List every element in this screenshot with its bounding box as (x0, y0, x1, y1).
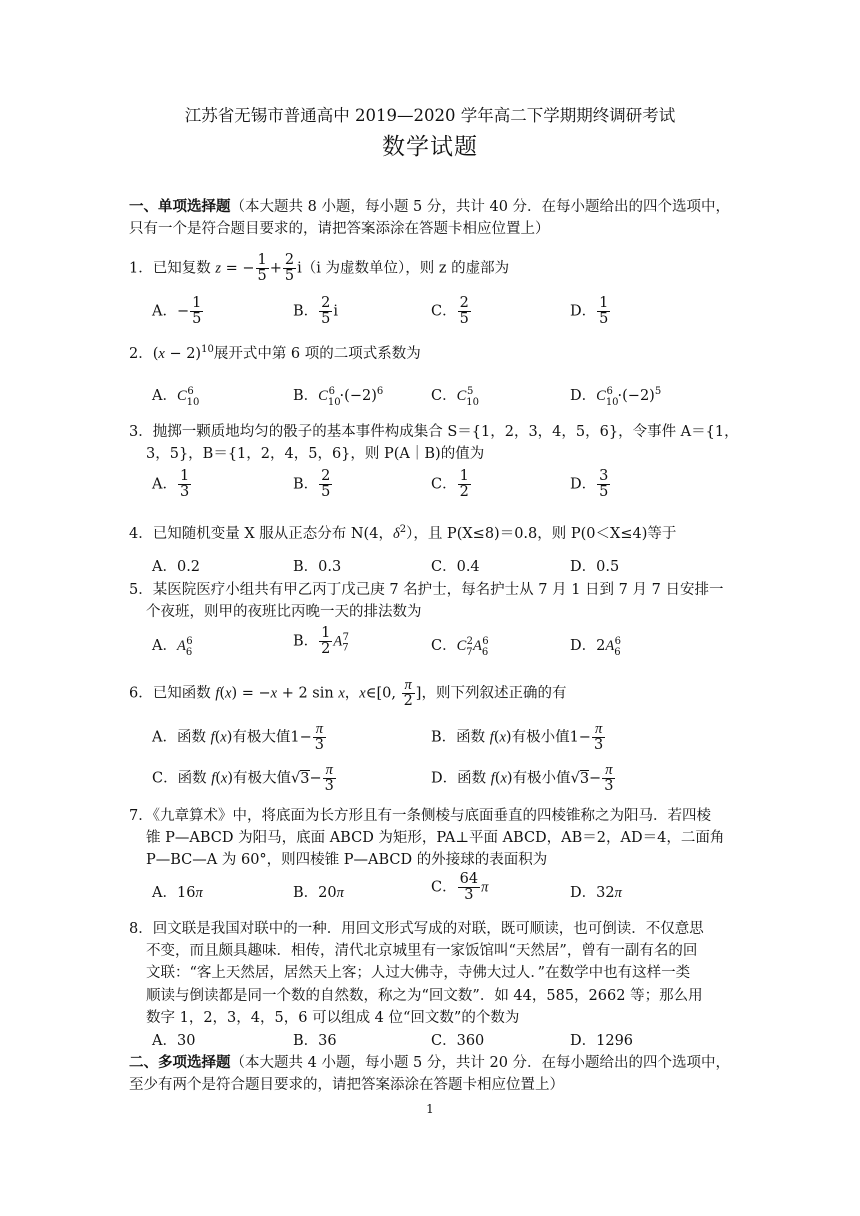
q5-option-b: B． $\frac{1}{2}$ $A_7^7$ (293, 625, 349, 658)
q6-option-a: A．函数 f(x)有极大值1− $\frac{\pi}{3}$ (152, 721, 325, 754)
q3-option-b: B． $\frac{2}{5}$ (293, 468, 331, 501)
section1-desc-2: 只有一个是符合题目要求的，请把答案添涂在答题卡相应位置上） (129, 221, 550, 237)
q4-option-a: A．0.2 (152, 559, 201, 575)
section1-desc-1: （本大题共 8 小题，每小题 5 分，共计 40 分．在每小题给出的四个选项中， (230, 199, 731, 215)
section2-heading: 二、多项选择题 (129, 1054, 231, 1071)
section2-desc-1: （本大题共 4 小题，每小题 5 分，共计 20 分．在每小题给出的四个选项中， (230, 1055, 731, 1071)
section1-heading: 一、单项选择题 (129, 198, 231, 215)
question-3-line2: 3，5}，B＝{1，2，4，5，6}，则 P(A｜B)的值为 (146, 446, 485, 462)
q4-option-c: C．0.4 (431, 559, 480, 575)
q6-option-c: C．函数 f(x)有极大值√3− $\frac{\pi}{3}$ (152, 762, 334, 795)
q6-option-d: D．函数 f(x)有极小值√3− $\frac{\pi}{3}$ (431, 762, 614, 795)
q1-option-c: C． $\frac{2}{5}$ (431, 295, 469, 328)
q3-option-a: A． $\frac{1}{3}$ (152, 468, 190, 501)
section1-header (129, 197, 730, 217)
q8-option-a: A．30 (152, 1033, 196, 1049)
q8-option-c: C．360 (431, 1033, 485, 1049)
exam-subject: 数学试题 (382, 134, 478, 160)
page-number: 1 (426, 1102, 434, 1116)
fraction: $\frac{1}{5}$ (257, 252, 267, 285)
exam-title: 江苏省无锡市普通高中 2019—2020 学年高二下学期期终调研考试 (184, 106, 676, 125)
q7-option-a: A．16π (152, 885, 203, 901)
question-2: 2．$(x - 2)^{10}$展开式中第 6 项的二项式系数为 (129, 344, 421, 362)
q1-option-b: B． $\frac{2}{5}$ i (293, 295, 339, 328)
question-5-line1: 5．某医院医疗小组共有甲乙丙丁戊己庚 7 名护士，每名护士从 7 月 1 日到 7 月 7 日安排一 (129, 582, 724, 598)
question-8-line5: 数字 1，2，3，4，5，6 可以组成 4 位“回文数”的个数为 (146, 1010, 520, 1026)
q4-option-d: D．0.5 (570, 559, 620, 575)
q7-option-d: D．32π (570, 885, 622, 901)
section2-header (129, 1053, 730, 1073)
q8-option-d: D．1296 (570, 1033, 634, 1049)
question-7-line2: 锥 P—ABCD 为阳马，底面 ABCD 为矩形，PA⊥平面 ABCD，AB＝2，AD＝4，二面角 (146, 830, 725, 846)
q3-option-c: C． $\frac{1}{2}$ (431, 468, 469, 501)
question-1: 1．已知复数 z = − $\frac{1}{5}$ + $\frac{2}{5}$ i（i 为虚数单位），则 z 的虚部为 (129, 252, 510, 285)
q5-option-c: C．$C_7^2A_6^6$ (431, 636, 489, 658)
question-8-line3: 文联：“客上天然居，居然天上客；人过大佛寺，寺佛大过人．”在数学中也有这样一类 (146, 965, 691, 981)
q1-option-d: D． $\frac{1}{5}$ (570, 295, 609, 328)
question-8-line2: 不变，而且颇具趣味．相传，清代北京城里有一家饭馆叫“天然居”，曾有一副有名的回 (146, 943, 698, 959)
formula: z (215, 260, 221, 277)
fraction: $\frac{2}{5}$ (284, 252, 295, 285)
q2-option-c: C．$C_{10}^5$ (431, 386, 480, 408)
section2-desc-2: 至少有两个是符合题目要求的，请把答案添涂在答题卡相应位置上） (129, 1077, 564, 1093)
q7-option-c: C． $\frac{64}{3}$ π (431, 871, 489, 904)
q3-option-d: D． $\frac{3}{5}$ (570, 468, 609, 501)
q6-option-b: B．函数 f(x)有极小值1− $\frac{\pi}{3}$ (431, 721, 604, 754)
q2-option-d: D．$C_{10}^6 \cdot(-2)^5$ (570, 386, 662, 408)
question-3-line1: 3．抛掷一颗质地均匀的骰子的基本事件构成集合 S＝{1，2，3，4，5，6}，令事件 A＝{1， (129, 424, 739, 440)
question-8-line4: 顺读与倒读都是同一个数的自然数，称之为“回文数”．如 44，585，2662 等；那么用 (146, 988, 703, 1004)
q4-option-b: B．0.3 (293, 559, 342, 575)
q5-option-a: A．$A_6^6$ (152, 636, 193, 658)
q2-option-b: B．$C_{10}^6 \cdot(-2)^6$ (293, 386, 384, 408)
q7-option-b: B．20π (293, 885, 344, 901)
question-7-line3: P—BC—A 为 60°，则四棱锥 P—ABCD 的外接球的表面积为 (146, 852, 548, 868)
q5-option-d: D．$2A_6^6$ (570, 636, 621, 658)
question-7-line1: 7．《九章算术》中，将底面为长方形且有一条侧棱与底面垂直的四棱锥称之为阳马．若四棱 (129, 808, 711, 824)
question-4: 4．已知随机变量 X 服从正态分布 N(4，$\delta^2$），且 P(X≤8)＝0.8，则 P(0＜X≤4)等于 (129, 524, 677, 542)
q8-option-b: B．36 (293, 1033, 337, 1049)
q1-option-a: A．− $\frac{1}{5}$ (152, 295, 202, 328)
question-5-line2: 个夜班，则甲的夜班比丙晚一天的排法数为 (146, 604, 422, 620)
q2-option-a: A．$C_{10}^6$ (152, 386, 200, 408)
question-8-line1: 8．回文联是我国对联中的一种．用回文形式写成的对联，既可顺读，也可倒读．不仅意思 (129, 921, 704, 937)
question-6: 6．已知函数 f(x) = −x + 2 sin x，x∈[0, $\frac{\pi}{2}$ ]，则下列叙述正确的有 (129, 677, 567, 710)
